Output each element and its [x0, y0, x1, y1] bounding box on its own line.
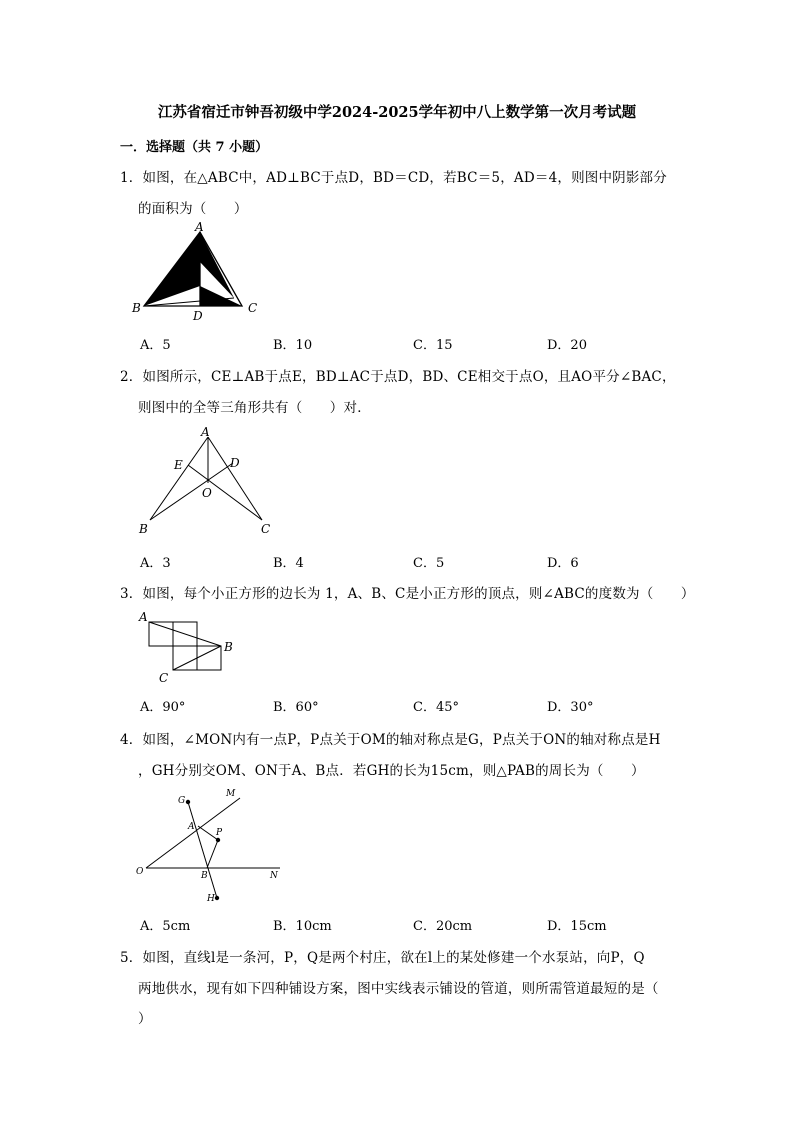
q1-label-c: C	[248, 301, 258, 315]
q1-line-1: 1．如图，在△ABC中，AD⊥BC于点D，BD＝CD，若BC＝5，AD＝4，则图中阴影部分	[120, 170, 667, 186]
q2-figure	[130, 423, 280, 539]
q1-label-a: A	[195, 222, 204, 234]
q4-line-2: ，GH分别交OM、ON于A、B点．若GH的长为15cm，则△PAB的周长为（ ）	[138, 763, 645, 779]
q2-label-o: O	[202, 486, 212, 500]
q4-line-1: 4．如图，∠MON内有一点P，P点关于OM的轴对称点是G，P点关于ON的轴对称点是H	[120, 732, 661, 748]
page-title: 江苏省宿迁市钟吾初级中学2024-2025学年初中八上数学第一次月考试题	[157, 104, 637, 121]
q1-line-2: 的面积为（ ）	[138, 201, 248, 217]
q4-option-a: A．5cm	[140, 919, 191, 934]
q3-option-c: C．45°	[413, 700, 459, 715]
q1-label-d: D	[193, 309, 203, 323]
q1-option-a: A．5	[140, 338, 171, 353]
q1-label-b: B	[132, 301, 141, 315]
q3-label-c: C	[159, 671, 169, 685]
q2-label-d: D	[230, 456, 240, 470]
q2-option-d: D．6	[547, 556, 579, 571]
q3-figure	[130, 608, 240, 686]
q4-option-d: D．15cm	[547, 919, 607, 934]
q3-label-b: B	[224, 640, 233, 654]
q4-label-m: M	[226, 789, 236, 799]
q1-option-d: D．20	[547, 338, 587, 353]
q4-label-p: P	[216, 828, 223, 838]
q1-option-c: C．15	[413, 338, 453, 353]
q2-option-c: C．5	[413, 556, 445, 571]
q2-option-a: A．3	[140, 556, 171, 571]
q4-label-n: N	[270, 871, 278, 881]
q4-label-a: A	[188, 822, 195, 832]
section-heading: 一．选择题（共 7 小题）	[120, 140, 269, 155]
q2-label-e: E	[174, 458, 183, 472]
q4-figure	[130, 784, 290, 906]
q5-line-3: ）	[138, 1011, 152, 1027]
q3-option-a: A．90°	[140, 700, 186, 715]
q2-line-1: 2．如图所示，CE⊥AB于点E，BD⊥AC于点D，BD、CE相交于点O，且AO平分∠BAC，	[120, 369, 676, 385]
q4-label-h: H	[207, 894, 215, 904]
q3-option-d: D．30°	[547, 700, 594, 715]
q4-label-b: B	[201, 871, 208, 881]
q3-line-1: 3．如图，每个小正方形的边长为 1，A、B、C是小正方形的顶点，则∠ABC的度数为（ ）	[120, 586, 695, 602]
q2-line-2: 则图中的全等三角形共有（ ）对．	[138, 400, 371, 416]
q1-figure	[130, 222, 270, 324]
q2-label-b: B	[139, 522, 148, 536]
q2-label-c: C	[261, 522, 271, 536]
q5-line-1: 5．如图，直线l是一条河，P，Q是两个村庄，欲在l上的某处修建一个水泵站，向P，Q	[120, 950, 645, 966]
q3-label-a: A	[139, 610, 148, 624]
q4-option-c: C．20cm	[413, 919, 473, 934]
q4-label-g: G	[178, 796, 186, 806]
q4-label-o: O	[136, 867, 144, 877]
q1-option-b: B．10	[273, 338, 313, 353]
q2-option-b: B．4	[273, 556, 304, 571]
q4-option-b: B．10cm	[273, 919, 332, 934]
q5-line-2: 两地供水，现有如下四种铺设方案，图中实线表示铺设的管道，则所需管道最短的是（	[138, 981, 659, 997]
q2-label-a: A	[201, 425, 210, 439]
q3-option-b: B．60°	[273, 700, 319, 715]
